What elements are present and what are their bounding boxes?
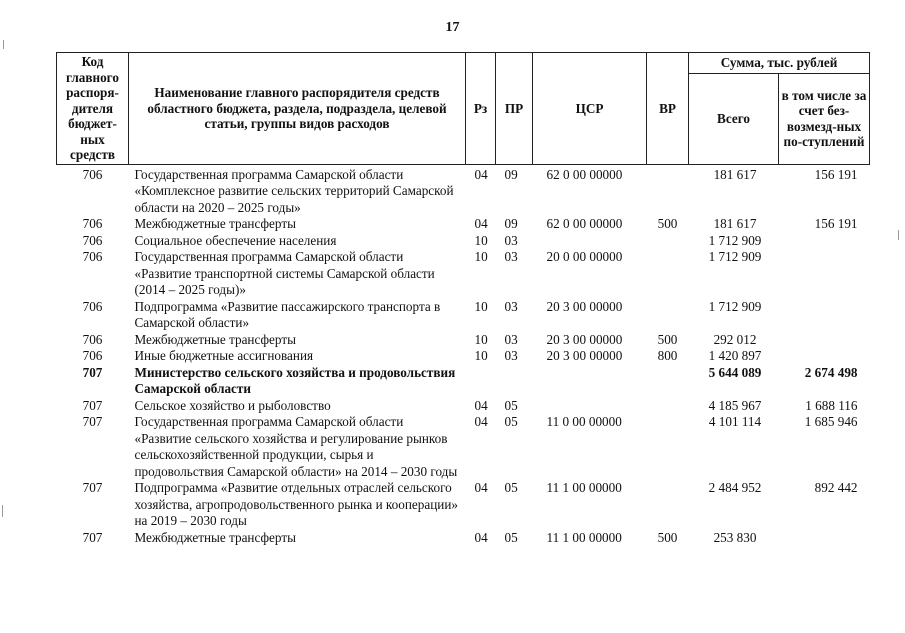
table-row bbox=[57, 398, 870, 415]
table-row bbox=[57, 233, 870, 250]
cell-rz: 10 bbox=[474, 232, 488, 248]
cell-code: 706 bbox=[82, 232, 103, 248]
cell-name: Сельское хозяйство и рыболовство bbox=[134, 397, 331, 413]
cell-total: 253 830 bbox=[713, 529, 757, 545]
cell-rz: 10 bbox=[474, 348, 488, 363]
cell-vr bbox=[647, 398, 689, 415]
cell-total: 1 712 909 bbox=[708, 232, 762, 248]
cell-vr bbox=[647, 365, 689, 398]
cell-vr bbox=[647, 233, 689, 250]
cell-csr: 20 3 00 00000 bbox=[546, 348, 623, 363]
cell-name: Министерство сельского хозяйства и продовольствия Самарской области bbox=[134, 364, 456, 396]
table-row bbox=[57, 249, 870, 299]
cell-gratis: 156 191 bbox=[814, 216, 858, 231]
cell-gratis bbox=[779, 233, 870, 250]
table-row bbox=[57, 414, 870, 480]
page-number: 17 bbox=[445, 20, 460, 35]
cell-pr: 05 bbox=[504, 529, 518, 545]
cell-pr: 03 bbox=[504, 331, 518, 347]
cell-vr: 500 bbox=[657, 216, 678, 231]
cell-total: 5 644 089 bbox=[708, 364, 762, 380]
cell-csr: 62 0 00 00000 bbox=[546, 166, 623, 182]
cell-code: 706 bbox=[82, 166, 103, 182]
cell-code: 707 bbox=[82, 364, 103, 380]
cell-gratis: 1 688 116 bbox=[805, 397, 858, 413]
cell-vr bbox=[647, 414, 689, 480]
cell-code: 707 bbox=[82, 414, 103, 429]
cell-csr: 11 1 00 00000 bbox=[546, 529, 622, 545]
header-code: Код главного распоря-дителя бюджет-ных средств bbox=[57, 53, 129, 165]
cell-pr: 09 bbox=[504, 216, 518, 231]
cell-csr: 62 0 00 00000 bbox=[546, 216, 623, 231]
cell-gratis: 1 685 946 bbox=[804, 414, 858, 429]
cell-csr: 20 0 00 00000 bbox=[546, 249, 623, 264]
cell-gratis bbox=[779, 299, 870, 332]
cell-pr: 09 bbox=[504, 166, 518, 182]
table-row bbox=[57, 216, 870, 233]
cell-rz bbox=[466, 365, 496, 398]
cell-rz: 04 bbox=[474, 166, 488, 182]
scan-artifact bbox=[2, 505, 3, 517]
cell-name: Государственная программа Самарской области «Комплексное развитие сельских территорий Самарской области на 2020 – 2025 годы» bbox=[134, 166, 454, 215]
cell-total: 4 185 967 bbox=[708, 397, 762, 413]
table-body bbox=[57, 164, 870, 546]
cell-rz: 04 bbox=[474, 414, 488, 429]
cell-gratis: 2 674 498 bbox=[804, 364, 858, 380]
scan-artifact bbox=[898, 230, 899, 240]
cell-vr bbox=[647, 299, 689, 332]
cell-vr bbox=[647, 249, 689, 299]
header-name: Наименование главного распорядителя средств областного бюджета, раздела, подраздела, целевой статьи, группы видов расходов bbox=[129, 53, 466, 165]
cell-csr bbox=[533, 398, 647, 415]
cell-code: 707 bbox=[82, 480, 103, 495]
cell-total: 292 012 bbox=[713, 331, 757, 347]
table-row bbox=[57, 332, 870, 349]
cell-code: 706 bbox=[82, 331, 103, 347]
cell-name: Подпрограмма «Развитие пассажирского транспорта в Самарской области» bbox=[134, 298, 441, 330]
cell-name: Социальное обеспечение населения bbox=[134, 232, 337, 248]
cell-total: 1 712 909 bbox=[708, 298, 762, 314]
cell-csr: 11 1 00 00000 bbox=[546, 480, 622, 495]
cell-csr bbox=[533, 365, 647, 398]
cell-gratis bbox=[779, 249, 870, 299]
cell-total: 4 101 114 bbox=[708, 414, 762, 429]
cell-rz: 04 bbox=[474, 216, 488, 231]
table-header bbox=[57, 53, 870, 165]
cell-code: 706 bbox=[82, 348, 103, 363]
cell-pr: 05 bbox=[504, 414, 518, 429]
cell-name: Государственная программа Самарской области «Развитие сельского хозяйства и регулирование рынков сельскохозяйственной продукции, сырья и продовольствия Самарской области» на 2014 – 2030 годы bbox=[134, 414, 458, 479]
cell-gratis: 892 442 bbox=[814, 480, 858, 495]
cell-pr: 03 bbox=[504, 348, 518, 363]
cell-gratis bbox=[779, 530, 870, 547]
cell-total: 181 617 bbox=[713, 216, 757, 231]
scan-artifact bbox=[3, 40, 4, 49]
header-pr: ПР bbox=[496, 53, 533, 165]
cell-gratis: 156 191 bbox=[814, 166, 858, 182]
cell-pr: 03 bbox=[504, 249, 518, 264]
cell-rz: 04 bbox=[474, 529, 488, 545]
header-csr: ЦСР bbox=[533, 53, 647, 165]
cell-name: Иные бюджетные ассигнования bbox=[134, 348, 314, 363]
cell-total: 2 484 952 bbox=[708, 480, 762, 495]
cell-pr: 03 bbox=[504, 232, 518, 248]
header-vr: ВР bbox=[647, 53, 689, 165]
cell-name: Государственная программа Самарской области «Развитие транспортной системы Самарской области (2014 – 2025 годы)» bbox=[134, 249, 435, 297]
cell-csr: 11 0 00 00000 bbox=[546, 414, 622, 429]
cell-code: 706 bbox=[82, 298, 103, 314]
cell-pr: 05 bbox=[504, 397, 518, 413]
cell-rz: 10 bbox=[474, 331, 488, 347]
table-row bbox=[57, 480, 870, 530]
table-row bbox=[57, 348, 870, 365]
cell-name: Межбюджетные трансферты bbox=[134, 529, 296, 545]
cell-total: 1 712 909 bbox=[708, 249, 762, 264]
cell-rz: 10 bbox=[474, 249, 488, 264]
table-row bbox=[57, 530, 870, 547]
cell-code: 707 bbox=[82, 529, 103, 545]
header-gratis: в том числе за счет без-возмезд-ных по-ступлений bbox=[779, 74, 870, 165]
cell-code: 706 bbox=[82, 216, 103, 231]
cell-name: Межбюджетные трансферты bbox=[134, 331, 296, 347]
cell-csr bbox=[533, 233, 647, 250]
cell-vr bbox=[647, 480, 689, 530]
cell-csr: 20 3 00 00000 bbox=[546, 298, 623, 314]
cell-pr bbox=[496, 365, 533, 398]
cell-name: Межбюджетные трансферты bbox=[134, 216, 296, 231]
cell-gratis bbox=[779, 348, 870, 365]
table-row bbox=[57, 164, 870, 216]
cell-pr: 05 bbox=[504, 480, 518, 495]
cell-vr bbox=[647, 164, 689, 216]
header-total: Всего bbox=[689, 74, 779, 165]
header-sum: Сумма, тыс. рублей bbox=[689, 53, 870, 74]
cell-vr: 500 bbox=[657, 331, 678, 347]
cell-rz: 04 bbox=[474, 397, 488, 413]
cell-gratis bbox=[779, 332, 870, 349]
cell-csr: 20 3 00 00000 bbox=[546, 331, 623, 347]
cell-vr: 800 bbox=[657, 348, 678, 363]
cell-pr: 03 bbox=[504, 298, 518, 314]
cell-rz: 10 bbox=[474, 298, 488, 314]
cell-vr: 500 bbox=[657, 529, 678, 545]
budget-table bbox=[56, 52, 870, 546]
cell-code: 706 bbox=[82, 249, 103, 264]
header-rz: Рз bbox=[466, 53, 496, 165]
cell-code: 707 bbox=[82, 397, 103, 413]
cell-total: 1 420 897 bbox=[708, 348, 762, 363]
cell-total: 181 617 bbox=[713, 166, 757, 182]
table-row bbox=[57, 299, 870, 332]
table-row bbox=[57, 365, 870, 398]
cell-name: Подпрограмма «Развитие отдельных отраслей сельского хозяйства, агропродовольственного рынка и кооперации» на 2019 – 2030 годы bbox=[134, 480, 458, 528]
cell-rz: 04 bbox=[474, 480, 488, 495]
